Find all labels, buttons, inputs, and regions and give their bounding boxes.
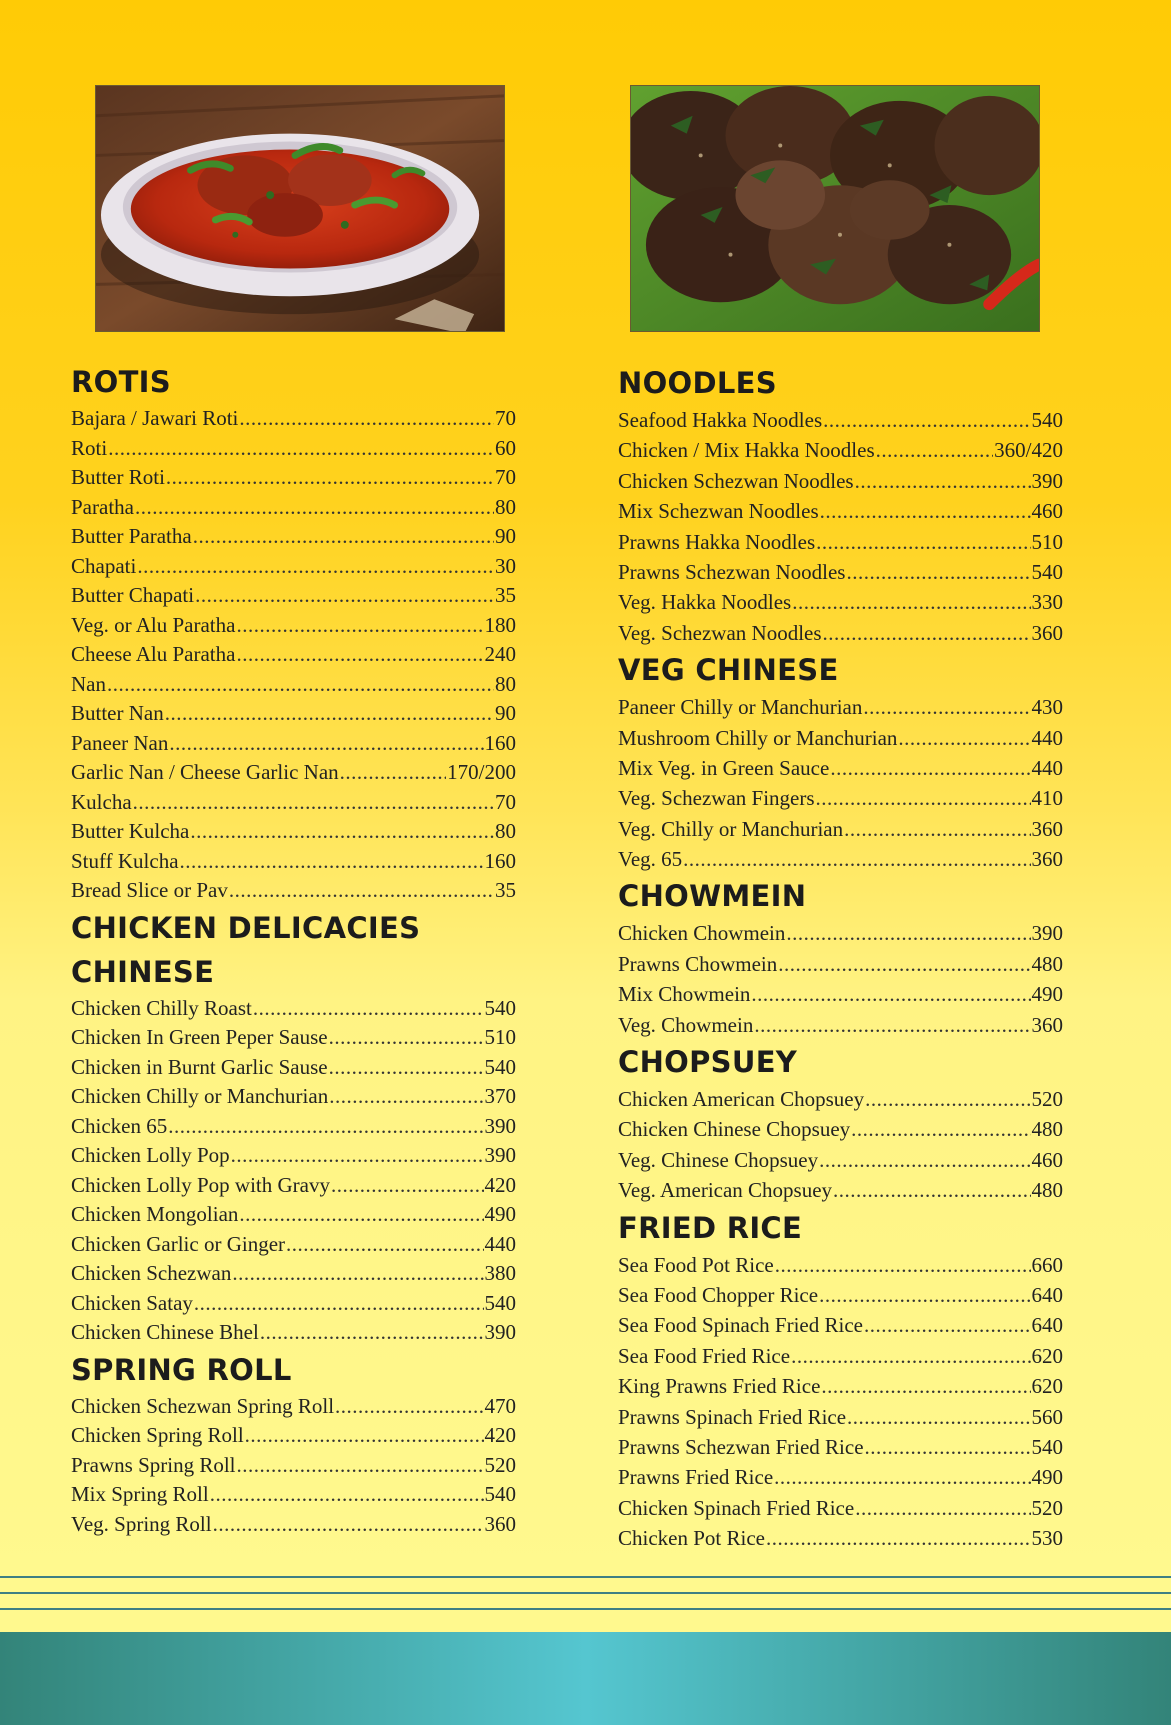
dot-leader xyxy=(766,1523,1031,1553)
menu-item-price: 460 xyxy=(1031,499,1063,524)
dot-leader xyxy=(166,463,494,493)
menu-item xyxy=(618,1010,1063,1040)
menu-item-price: 420 xyxy=(484,1423,516,1447)
menu-item xyxy=(71,552,516,582)
dot-leader xyxy=(236,611,483,641)
menu-item xyxy=(618,1250,1063,1280)
menu-item-name: Veg. Chinese Chopsuey xyxy=(618,1147,819,1172)
menu-item-name: King Prawns Fried Rice xyxy=(618,1374,821,1399)
menu-item-price: 90 xyxy=(495,524,516,548)
menu-item-name: Butter Paratha xyxy=(71,524,192,548)
dot-leader xyxy=(231,1141,484,1171)
menu-item-price: 410 xyxy=(1031,786,1063,811)
menu-item xyxy=(71,581,516,611)
menu-item xyxy=(71,994,516,1024)
dot-leader xyxy=(236,640,483,670)
dot-leader xyxy=(823,405,1030,435)
menu-item-name: Chicken Schezwan xyxy=(71,1261,232,1285)
menu-item-price: 480 xyxy=(1031,1117,1063,1142)
menu-item xyxy=(71,1259,516,1289)
dot-leader xyxy=(778,949,1030,979)
menu-item xyxy=(71,1480,516,1510)
dot-leader xyxy=(239,404,494,434)
menu-item xyxy=(618,814,1063,844)
menu-item-name: Chicken Satay xyxy=(71,1290,193,1315)
dot-leader xyxy=(108,434,494,464)
menu-item xyxy=(71,817,516,847)
menu-item-name: Chicken Pot Rice xyxy=(618,1526,765,1551)
section-heading: CHOPSUEY xyxy=(618,1045,798,1080)
menu-item-price: 640 xyxy=(1031,1282,1063,1307)
menu-item-name: Cheese Alu Paratha xyxy=(71,642,236,666)
dot-leader xyxy=(821,1371,1030,1401)
menu-item-price: 510 xyxy=(484,1025,516,1049)
menu-item-price: 540 xyxy=(484,1290,516,1315)
dot-leader xyxy=(340,758,447,788)
menu-item-name: Prawns Chowmein xyxy=(618,951,778,976)
section-heading: VEG CHINESE xyxy=(618,653,839,688)
menu-item xyxy=(71,1451,516,1481)
menu-item-name: Veg. American Chopsuey xyxy=(618,1178,833,1203)
dot-leader xyxy=(816,527,1030,557)
menu-item-name: Chicken Lolly Pop with Gravy xyxy=(71,1172,330,1197)
dot-leader xyxy=(329,1053,484,1083)
dot-leader xyxy=(851,1114,1030,1144)
menu-item xyxy=(618,435,1063,465)
dot-leader xyxy=(898,723,1030,753)
menu-item-price: 540 xyxy=(484,1054,516,1079)
dot-leader xyxy=(331,1171,484,1201)
dot-leader xyxy=(791,1341,1030,1371)
footer-band xyxy=(0,1632,1171,1725)
menu-item-price: 440 xyxy=(484,1231,516,1256)
menu-item-price: 370 xyxy=(484,1084,516,1108)
menu-item-price: 640 xyxy=(1031,1313,1063,1338)
menu-item-name: Veg. 65 xyxy=(618,847,683,872)
dot-leader xyxy=(180,847,484,877)
menu-item xyxy=(71,463,516,493)
menu-item-price: 360 xyxy=(1031,620,1063,645)
menu-item xyxy=(618,496,1063,526)
menu-item-price: 490 xyxy=(484,1202,516,1226)
dot-leader xyxy=(135,493,494,523)
menu-item-name: Paneer Nan xyxy=(71,730,169,755)
dot-leader xyxy=(237,1451,484,1481)
menu-item xyxy=(618,1371,1063,1401)
dot-leader xyxy=(213,1510,484,1540)
menu-item-price: 390 xyxy=(1031,921,1063,946)
menu-item-name: Butter Roti xyxy=(71,465,165,489)
menu-item xyxy=(618,466,1063,496)
chicken-curry-image xyxy=(96,86,504,331)
menu-item xyxy=(71,1200,516,1230)
dot-leader xyxy=(855,466,1031,496)
menu-item-name: Chicken Garlic or Ginger xyxy=(71,1231,286,1256)
menu-item-name: Roti xyxy=(71,435,108,460)
menu-item-price: 520 xyxy=(484,1452,516,1477)
menu-item xyxy=(71,1112,516,1142)
menu-item xyxy=(618,1310,1063,1340)
menu-item xyxy=(71,522,516,552)
divider-line xyxy=(0,1608,1171,1610)
menu-item-name: Paratha xyxy=(71,494,134,519)
dot-leader xyxy=(864,1310,1031,1340)
menu-item-name: Chicken Chilly Roast xyxy=(71,995,252,1020)
menu-item-name: Chicken / Mix Hakka Noodles xyxy=(618,438,875,463)
menu-item xyxy=(71,1082,516,1112)
dot-leader xyxy=(865,1432,1031,1462)
dot-leader xyxy=(683,844,1030,874)
menu-item xyxy=(618,1114,1063,1144)
dot-leader xyxy=(847,1402,1030,1432)
menu-item-price: 440 xyxy=(1031,725,1063,750)
menu-item-price: 80 xyxy=(495,494,516,519)
menu-item-name: Veg. Schezwan Noodles xyxy=(618,620,822,645)
menu-item-name: Chicken in Burnt Garlic Sause xyxy=(71,1054,328,1079)
menu-item-price: 160 xyxy=(484,730,516,755)
menu-item xyxy=(618,1175,1063,1205)
menu-item-price: 540 xyxy=(1031,408,1063,432)
menu-item xyxy=(618,692,1063,722)
menu-item-name: Prawns Spring Roll xyxy=(71,1452,236,1477)
menu-item-name: Chicken Mongolian xyxy=(71,1202,239,1226)
menu-item-price: 70 xyxy=(495,465,516,489)
menu-item-price: 470 xyxy=(484,1393,516,1418)
menu-item xyxy=(71,1318,516,1348)
menu-item xyxy=(71,758,516,788)
menu-item-name: Chicken Spring Roll xyxy=(71,1423,244,1447)
menu-item-name: Chapati xyxy=(71,553,137,578)
fried-chicken-photo xyxy=(630,85,1040,332)
menu-item-name: Chicken 65 xyxy=(71,1113,168,1138)
dot-leader xyxy=(844,814,1030,844)
menu-item xyxy=(618,783,1063,813)
menu-item-price: 80 xyxy=(495,819,516,843)
dot-leader xyxy=(863,692,1030,722)
menu-item xyxy=(618,1493,1063,1523)
dot-leader xyxy=(754,1010,1030,1040)
menu-item xyxy=(618,1523,1063,1553)
dot-leader xyxy=(335,1392,483,1422)
menu-item xyxy=(618,949,1063,979)
menu-item-price: 480 xyxy=(1031,1178,1063,1203)
menu-item xyxy=(618,405,1063,435)
menu-item-name: Chicken Chinese Bhel xyxy=(71,1320,259,1344)
menu-item xyxy=(71,876,516,906)
divider-line xyxy=(0,1592,1171,1594)
menu-item-name: Bread Slice or Pav xyxy=(71,878,228,902)
menu-item-price: 390 xyxy=(484,1320,516,1344)
menu-item xyxy=(71,404,516,434)
dot-leader xyxy=(774,1462,1030,1492)
menu-item-price: 420 xyxy=(484,1172,516,1197)
dot-leader xyxy=(865,1084,1030,1114)
menu-item-price: 480 xyxy=(1031,951,1063,976)
menu-item-name: Chicken Lolly Pop xyxy=(71,1143,230,1167)
menu-item xyxy=(71,1392,516,1422)
menu-item-name: Paneer Chilly or Manchurian xyxy=(618,695,863,720)
menu-item-name: Seafood Hakka Noodles xyxy=(618,408,823,432)
dot-leader xyxy=(195,581,494,611)
dot-leader xyxy=(830,753,1030,783)
menu-item-price: 70 xyxy=(495,406,516,430)
menu-item-name: Prawns Spinach Fried Rice xyxy=(618,1404,847,1429)
menu-item xyxy=(618,723,1063,753)
dot-leader xyxy=(169,729,483,759)
menu-item-name: Veg. or Alu Paratha xyxy=(71,612,236,637)
menu-item-name: Chicken Schezwan Noodles xyxy=(618,468,854,493)
menu-item-price: 620 xyxy=(1031,1343,1063,1368)
menu-item-name: Chicken Schezwan Spring Roll xyxy=(71,1393,335,1418)
menu-item-name: Sea Food Chopper Rice xyxy=(618,1282,819,1307)
menu-item-price: 520 xyxy=(1031,1087,1063,1112)
dot-leader xyxy=(751,979,1030,1009)
menu-item xyxy=(71,1510,516,1540)
menu-item xyxy=(71,1141,516,1171)
dot-leader xyxy=(168,1112,483,1142)
menu-item-name: Veg. Spring Roll xyxy=(71,1511,212,1536)
dot-leader xyxy=(823,618,1031,648)
menu-item-name: Prawns Hakka Noodles xyxy=(618,529,816,554)
menu-item-name: Mix Schezwan Noodles xyxy=(618,499,819,524)
menu-item-price: 80 xyxy=(495,671,516,696)
menu-item xyxy=(618,527,1063,557)
dot-leader xyxy=(286,1230,483,1260)
menu-item-price: 360 xyxy=(484,1511,516,1536)
menu-item-price: 560 xyxy=(1031,1404,1063,1429)
menu-item-price: 490 xyxy=(1031,1465,1063,1490)
dot-leader xyxy=(820,496,1031,526)
menu-item-price: 60 xyxy=(495,435,516,460)
menu-item-name: Chicken Spinach Fried Rice xyxy=(618,1495,855,1520)
menu-item-price: 180 xyxy=(484,612,516,637)
menu-item-name: Chicken In Green Peper Sause xyxy=(71,1025,328,1049)
dot-leader xyxy=(193,522,494,552)
menu-item-name: Bajara / Jawari Roti xyxy=(71,406,239,430)
menu-column-left xyxy=(71,360,516,1539)
menu-item-price: 540 xyxy=(1031,559,1063,584)
section-heading: CHICKEN DELICACIES xyxy=(71,910,421,945)
menu-item-name: Mushroom Chilly or Manchurian xyxy=(618,725,898,750)
dot-leader xyxy=(792,587,1030,617)
menu-item-name: Sea Food Fried Rice xyxy=(618,1343,791,1368)
dot-leader xyxy=(876,435,994,465)
menu-item xyxy=(618,1341,1063,1371)
menu-item xyxy=(71,847,516,877)
menu-item xyxy=(71,729,516,759)
menu-item xyxy=(71,1421,516,1451)
menu-item-price: 390 xyxy=(1031,468,1063,493)
menu-item-price: 540 xyxy=(484,1482,516,1506)
menu-item xyxy=(618,557,1063,587)
menu-item-name: Garlic Nan / Cheese Garlic Nan xyxy=(71,760,339,784)
menu-item-name: Veg. Schezwan Fingers xyxy=(618,786,815,811)
menu-item-price: 380 xyxy=(484,1261,516,1285)
dot-leader xyxy=(786,918,1030,948)
menu-item-price: 240 xyxy=(484,642,516,666)
menu-item-name: Prawns Schezwan Noodles xyxy=(618,559,846,584)
menu-item xyxy=(71,1230,516,1260)
menu-item-price: 490 xyxy=(1031,982,1063,1007)
menu-item-name: Chicken American Chopsuey xyxy=(618,1087,865,1112)
menu-item-name: Kulcha xyxy=(71,789,132,814)
menu-item-price: 35 xyxy=(495,878,516,902)
section-heading: FRIED RICE xyxy=(618,1210,803,1245)
menu-item xyxy=(71,1053,516,1083)
menu-item-price: 520 xyxy=(1031,1495,1063,1520)
menu-item-price: 330 xyxy=(1031,590,1063,615)
decorative-divider-lines xyxy=(0,1572,1171,1612)
menu-item-price: 390 xyxy=(484,1113,516,1138)
menu-item xyxy=(618,1084,1063,1114)
chicken-curry-photo xyxy=(95,85,505,332)
menu-item-price: 660 xyxy=(1031,1252,1063,1277)
dot-leader xyxy=(819,1280,1030,1310)
menu-item-name: Nan xyxy=(71,671,106,696)
menu-item-price: 30 xyxy=(495,553,516,578)
section-heading: ROTIS xyxy=(71,365,171,399)
fried-chicken-image xyxy=(631,86,1039,331)
dot-leader xyxy=(133,788,494,818)
dot-leader xyxy=(253,994,484,1024)
menu-item xyxy=(71,1171,516,1201)
menu-item-price: 510 xyxy=(1031,529,1063,554)
menu-item-name: Prawns Schezwan Fried Rice xyxy=(618,1434,864,1459)
menu-item-name: Chicken Chowmein xyxy=(618,921,786,946)
menu-item-name: Veg. Chilly or Manchurian xyxy=(618,816,844,841)
dot-leader xyxy=(855,1493,1030,1523)
menu-item xyxy=(618,844,1063,874)
menu-item-price: 360 xyxy=(1031,1012,1063,1037)
menu-column-right xyxy=(618,361,1063,1554)
dot-leader xyxy=(819,1145,1030,1175)
dot-leader xyxy=(165,699,494,729)
menu-item-name: Mix Spring Roll xyxy=(71,1482,209,1506)
dot-leader xyxy=(190,817,494,847)
menu-item xyxy=(618,979,1063,1009)
menu-item-name: Stuff Kulcha xyxy=(71,848,179,873)
menu-item xyxy=(618,1432,1063,1462)
menu-item xyxy=(618,618,1063,648)
dot-leader xyxy=(775,1250,1031,1280)
menu-item-name: Chicken Chinese Chopsuey xyxy=(618,1117,851,1142)
dot-leader xyxy=(232,1259,483,1289)
menu-item-price: 430 xyxy=(1031,695,1063,720)
menu-item-price: 90 xyxy=(495,701,516,725)
menu-item-name: Sea Food Pot Rice xyxy=(618,1252,774,1277)
dot-leader xyxy=(137,552,494,582)
section-heading: NOODLES xyxy=(618,366,777,400)
menu-item-name: Chicken Chilly or Manchurian xyxy=(71,1084,329,1108)
menu-item-price: 390 xyxy=(484,1143,516,1167)
section-heading: CHINESE xyxy=(71,954,215,989)
dot-leader xyxy=(239,1200,483,1230)
menu-item xyxy=(71,1289,516,1319)
divider-line xyxy=(0,1576,1171,1578)
menu-item-name: Veg. Hakka Noodles xyxy=(618,590,792,615)
dot-leader xyxy=(833,1175,1030,1205)
menu-item-price: 530 xyxy=(1031,1526,1063,1551)
menu-item xyxy=(618,1145,1063,1175)
dot-leader xyxy=(260,1318,484,1348)
menu-item-price: 460 xyxy=(1031,1147,1063,1172)
menu-item-price: 620 xyxy=(1031,1374,1063,1399)
menu-item xyxy=(618,1402,1063,1432)
menu-item-name: Butter Chapati xyxy=(71,583,195,607)
dot-leader xyxy=(846,557,1030,587)
menu-item xyxy=(71,1023,516,1053)
menu-item-name: Mix Veg. in Green Sauce xyxy=(618,755,830,780)
menu-item-price: 540 xyxy=(484,995,516,1020)
dot-leader xyxy=(210,1480,484,1510)
menu-item-price: 170/200 xyxy=(447,760,516,784)
dot-leader xyxy=(816,783,1031,813)
menu-item xyxy=(71,670,516,700)
menu-item-name: Butter Nan xyxy=(71,701,164,725)
dot-leader xyxy=(194,1289,484,1319)
menu-item xyxy=(618,918,1063,948)
menu-item xyxy=(71,493,516,523)
menu-item-name: Prawns Fried Rice xyxy=(618,1465,774,1490)
menu-item-price: 70 xyxy=(495,789,516,814)
menu-item xyxy=(618,1462,1063,1492)
menu-item-price: 360/420 xyxy=(994,438,1063,463)
menu-item-price: 360 xyxy=(1031,847,1063,872)
menu-item-name: Butter Kulcha xyxy=(71,819,190,843)
menu-item xyxy=(618,753,1063,783)
menu-item-price: 540 xyxy=(1031,1434,1063,1459)
section-heading: SPRING ROLL xyxy=(71,1352,292,1387)
menu-item-price: 160 xyxy=(484,848,516,873)
menu-item xyxy=(71,640,516,670)
menu-item-name: Veg. Chowmein xyxy=(618,1012,754,1037)
menu-item-name: Mix Chowmein xyxy=(618,982,751,1007)
dot-leader xyxy=(107,670,494,700)
menu-item-price: 35 xyxy=(495,583,516,607)
menu-item-price: 360 xyxy=(1031,816,1063,841)
section-heading: CHOWMEIN xyxy=(618,879,807,914)
dot-leader xyxy=(245,1421,484,1451)
menu-item-name: Sea Food Spinach Fried Rice xyxy=(618,1313,863,1338)
dot-leader xyxy=(329,1082,483,1112)
menu-item xyxy=(618,1280,1063,1310)
menu-item xyxy=(71,699,516,729)
menu-item-price: 440 xyxy=(1031,755,1063,780)
menu-item xyxy=(71,788,516,818)
menu-item xyxy=(71,611,516,641)
dot-leader xyxy=(229,876,494,906)
menu-item xyxy=(71,434,516,464)
dot-leader xyxy=(329,1023,484,1053)
menu-item xyxy=(618,587,1063,617)
